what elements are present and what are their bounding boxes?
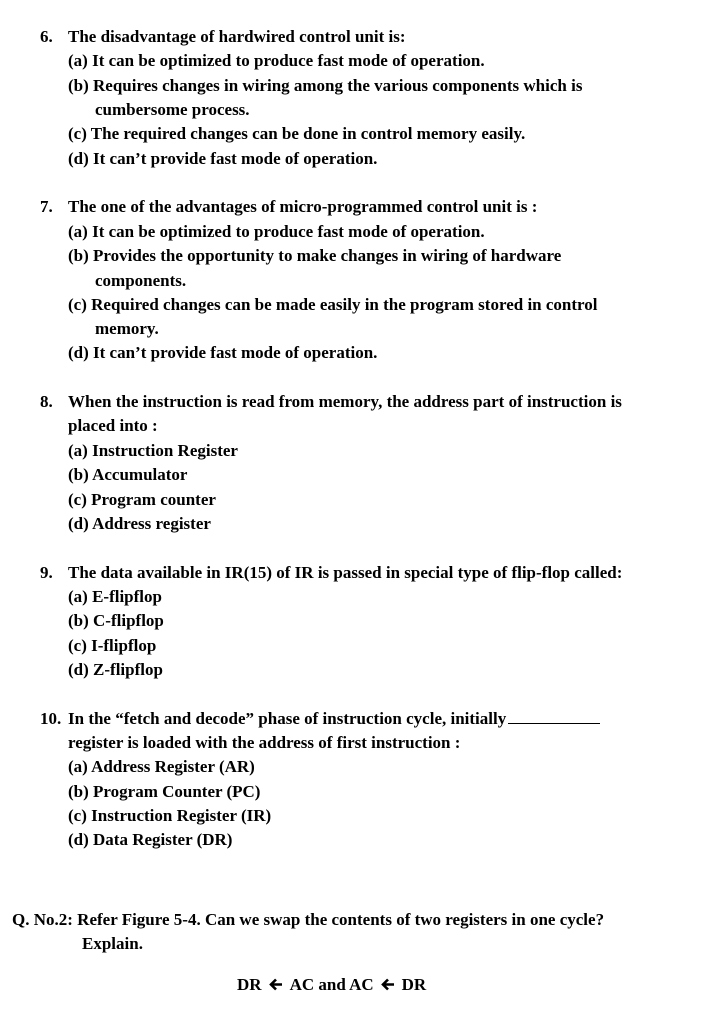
q9-option-d: (d) Z-flipflop xyxy=(68,660,163,679)
eq-ac-middle: AC and AC xyxy=(289,975,374,994)
q9-option-c: (c) I-flipflop xyxy=(68,636,157,655)
q6-number: 6. xyxy=(40,27,53,46)
q6-stem: The disadvantage of hardwired control unit is: xyxy=(68,27,406,46)
q7-number: 7. xyxy=(40,197,53,216)
q10-stem: In the “fetch and decode” phase of instruction cycle, initially xyxy=(68,709,507,728)
q7-stem: The one of the advantages of micro-programmed control unit is : xyxy=(68,197,538,216)
q7-option-b-cont: components. xyxy=(95,271,187,290)
q9-number: 9. xyxy=(40,563,53,582)
q9-option-a: (a) E-flipflop xyxy=(68,587,162,606)
q7-option-c: (c) Required changes can be made easily in the program stored in control xyxy=(68,295,598,314)
register-transfer-equation xyxy=(237,974,426,995)
eq-dr-left: DR xyxy=(237,975,262,994)
q8-stem: When the instruction is read from memory, the address part of instruction is xyxy=(68,392,622,411)
q2-label: Q. No.2: xyxy=(12,910,73,929)
q8-number: 8. xyxy=(40,392,53,411)
q6-option-b-cont: cumbersome process. xyxy=(95,100,250,119)
q7-option-a: (a) It can be optimized to produce fast mode of operation. xyxy=(68,222,485,241)
q2-text-cont: Explain. xyxy=(82,934,143,953)
q6-option-c: (c) The required changes can be done in control memory easily. xyxy=(68,124,526,143)
q2-line xyxy=(12,910,604,930)
left-arrow-icon xyxy=(381,974,395,994)
q6-option-b: (b) Requires changes in wiring among the various components which is xyxy=(68,76,583,95)
q8-option-c: (c) Program counter xyxy=(68,490,216,509)
q10-option-a: (a) Address Register (AR) xyxy=(68,757,255,776)
q10-option-d: (d) Data Register (DR) xyxy=(68,830,233,849)
q10-option-c: (c) Instruction Register (IR) xyxy=(68,806,272,825)
q2-text: Refer Figure 5-4. Can we swap the contents of two registers in one cycle? xyxy=(77,910,605,929)
q7-option-b: (b) Provides the opportunity to make changes in wiring of hardware xyxy=(68,246,562,265)
left-arrow-icon xyxy=(269,974,283,994)
eq-dr-right: DR xyxy=(401,975,427,994)
q10-stem-line xyxy=(68,709,600,729)
q6-option-a: (a) It can be optimized to produce fast mode of operation. xyxy=(68,51,485,70)
q6-option-d: (d) It can’t provide fast mode of operation. xyxy=(68,149,378,168)
q7-option-c-cont: memory. xyxy=(95,319,159,338)
q8-option-b: (b) Accumulator xyxy=(68,465,188,484)
q10-stem-cont: register is loaded with the address of first instruction : xyxy=(68,733,461,752)
q7-option-d: (d) It can’t provide fast mode of operation. xyxy=(68,343,378,362)
q8-option-d: (d) Address register xyxy=(68,514,211,533)
q9-stem: The data available in IR(15) of IR is passed in special type of flip-flop called: xyxy=(68,563,623,582)
q8-stem-cont: placed into : xyxy=(68,416,158,435)
q10-number: 10. xyxy=(40,709,62,728)
q10-option-b: (b) Program Counter (PC) xyxy=(68,782,261,801)
q8-option-a: (a) Instruction Register xyxy=(68,441,238,460)
q9-option-b: (b) C-flipflop xyxy=(68,611,164,630)
q10-blank xyxy=(508,709,600,724)
